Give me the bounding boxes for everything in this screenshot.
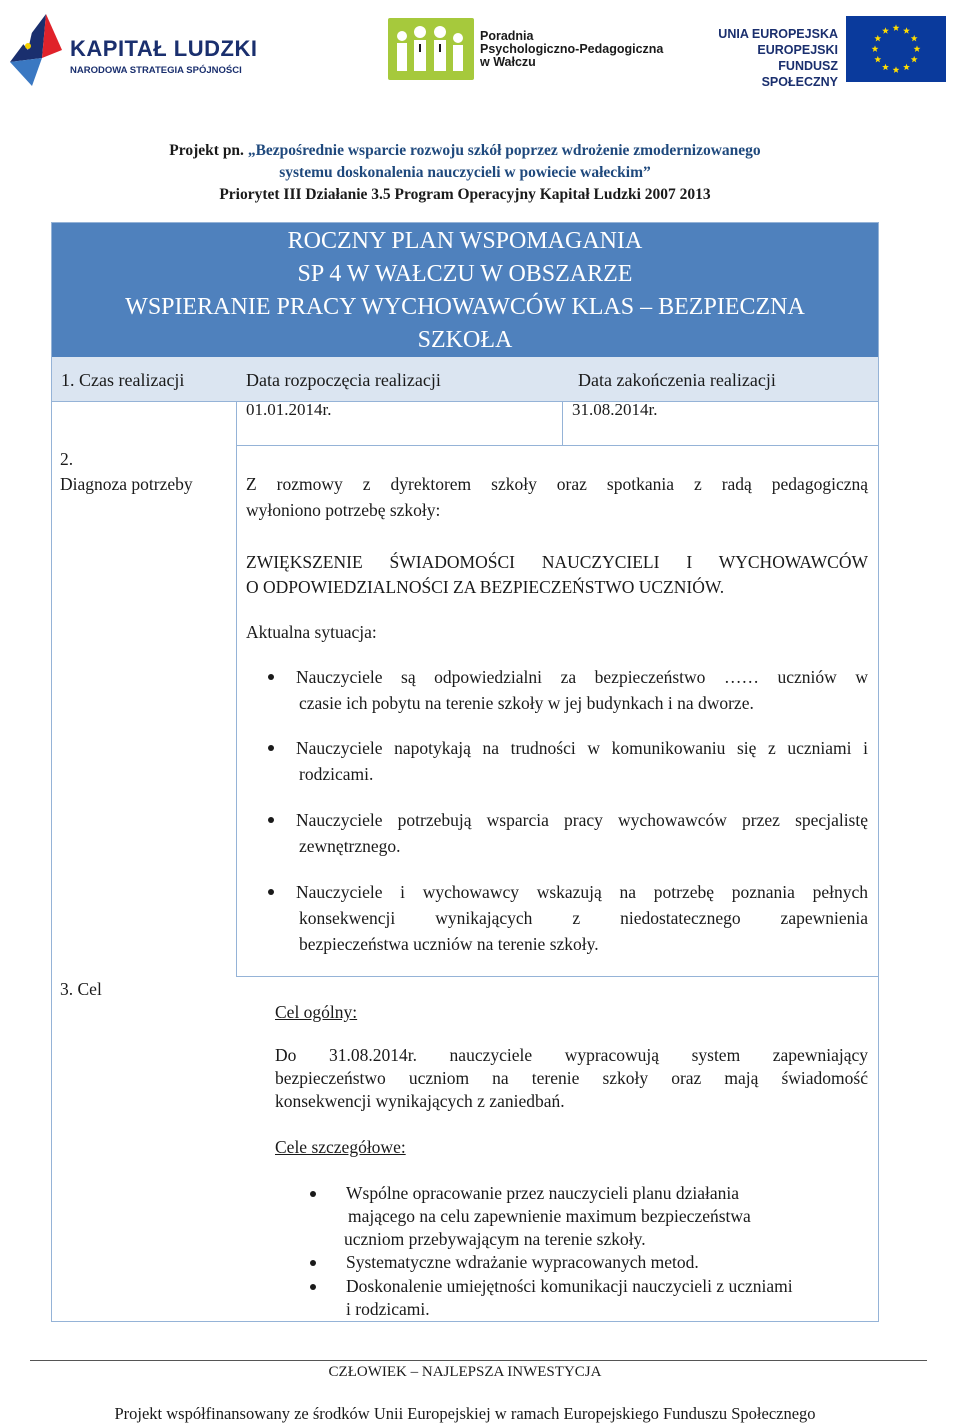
situation-label: Aktualna sytuacja:	[246, 622, 377, 642]
eu-flag-icon	[846, 16, 946, 82]
project-priority: Priorytet III Działanie 3.5 Program Operacyjny Kapitał Ludzki 2007 2013	[219, 186, 711, 203]
eu-star-icon	[893, 24, 900, 31]
poradnia-line-2: Psychologiczno-Pedagogiczna	[480, 42, 664, 56]
eu-text	[710, 26, 838, 90]
general-goal-line-3: konsekwencji wynikających z zaniedbań.	[275, 1091, 565, 1111]
footer-funding-note: Projekt współfinansowany ze środków Unii Europejskiej w ramach Europejskiego Funduszu Społecznego	[114, 1404, 816, 1423]
eu-star-icon	[903, 64, 910, 71]
diagnosis-label: Diagnoza potrzeby	[60, 474, 193, 494]
general-goal-line-1: Do 31.08.2014r. nauczyciele wypracowują system zapewniający	[275, 1045, 868, 1065]
poradnia-name	[480, 30, 663, 69]
column-divider	[236, 401, 237, 976]
detailed-goal-3-line-1: Doskonalenie umiejętności komunikacji nauczycieli z uczniami	[346, 1276, 793, 1296]
eu-star-icon	[893, 66, 900, 73]
plan-title-line-1: ROCZNY PLAN WSPOMAGANIA	[287, 228, 643, 254]
eu-star-icon	[872, 45, 879, 52]
plan-title-line-4: SZKOŁA	[417, 327, 513, 353]
project-name-line-1	[0, 140, 930, 162]
detailed-goal-2: Systematyczne wdrażanie wypracowanych metod.	[346, 1252, 699, 1272]
plan-title-line-2: SP 4 W WAŁCZU W OBSZARZE	[297, 261, 633, 287]
situation-item-3-line-1: Nauczyciele potrzebują wsparcia pracy wychowawców przez specjalistę	[296, 810, 868, 830]
plan-title-line-3: WSPIERANIE PRACY WYCHOWAWCÓW KLAS – BEZPIECZNA	[125, 294, 805, 320]
time-header-row	[52, 357, 878, 402]
project-name-part-2: systemu doskonalenia nauczycieli w powiecie wałeckim”	[279, 164, 651, 181]
eu-line-3: FUNDUSZ SPOŁECZNY	[761, 59, 838, 89]
eu-star-icon	[914, 45, 921, 52]
situation-item-3-line-2: zewnętrznego.	[299, 836, 401, 856]
bullet-icon	[310, 1260, 316, 1266]
footer-motto: CZŁOWIEK – NAJLEPSZA INWESTYCJA	[328, 1364, 602, 1380]
diagnosis-intro-line-2: wyłoniono potrzebę szkoły:	[246, 500, 441, 520]
bullet-icon	[310, 1191, 316, 1197]
poradnia-line-1: Poradnia	[480, 29, 534, 43]
general-goal-label: Cel ogólny:	[275, 1002, 358, 1022]
diagnosis-intro-line-1: Z rozmowy z dyrektorem szkoły oraz spotkania z radą pedagogiczną	[246, 474, 868, 494]
time-label: 1. Czas realizacji	[61, 370, 185, 390]
situation-item-4-line-2: konsekwencji wynikających z niedostatecznego zapewnienia	[299, 908, 868, 928]
project-prefix: Projekt pn.	[169, 142, 248, 159]
end-date-header: Data zakończenia realizacji	[578, 370, 776, 390]
end-date-value: 31.08.2014r.	[572, 400, 658, 419]
eu-line-1: UNIA EUROPEJSKA	[718, 27, 838, 41]
project-name-part-1: „Bezpośrednie wsparcie rozwoju szkół poprzez wdrożenie zmodernizowanego	[247, 142, 761, 159]
situation-item-1-line-1: Nauczyciele są odpowiedzialni za bezpieczeństwo …… uczniów w	[296, 667, 868, 687]
eu-star-icon	[882, 27, 889, 34]
kapital-ludzki-emblem-icon	[6, 10, 66, 90]
project-header	[0, 140, 930, 206]
situation-item-1-line-2: czasie ich pobytu na terenie szkoły w jej budynkach i na dworze.	[299, 693, 754, 713]
plan-table	[51, 222, 879, 1322]
general-goal-line-2: bezpieczeństwo uczniom na terenie szkoły oraz mają świadomość	[275, 1068, 868, 1088]
eu-line-2: EUROPEJSKI	[757, 43, 838, 57]
eu-star-icon	[874, 56, 881, 63]
kapital-ludzki-title: KAPITAŁ LUDZKI	[70, 36, 258, 61]
bullet-icon	[268, 745, 274, 751]
detailed-goal-3-line-2: i rodzicami.	[346, 1299, 430, 1319]
date-divider	[562, 401, 563, 445]
detailed-goals-label: Cele szczegółowe:	[275, 1137, 406, 1157]
eu-star-icon	[882, 64, 889, 71]
start-date-header: Data rozpoczęcia realizacji	[246, 370, 441, 390]
bullet-icon	[268, 889, 274, 895]
plan-title	[52, 223, 878, 357]
need-line-2: O ODPOWIEDZIALNOŚCI ZA BEZPIECZEŃSTWO UCZNIÓW.	[246, 577, 725, 597]
bullet-icon	[268, 674, 274, 680]
situation-item-2-line-1: Nauczyciele napotykają na trudności w komunikowaniu się z uczniami i	[296, 738, 868, 758]
situation-item-4-line-3: bezpieczeństwa uczniów na terenie szkoły.	[299, 934, 599, 954]
bullet-icon	[310, 1284, 316, 1290]
goal-label: 3. Cel	[60, 979, 102, 999]
detailed-goal-1-line-3: uczniom przebywającym na terenie szkoły.	[344, 1229, 646, 1249]
bullet-icon	[268, 817, 274, 823]
kapital-ludzki-subtitle: NARODOWA STRATEGIA SPÓJNOŚCI	[70, 65, 242, 76]
eu-star-icon	[911, 56, 918, 63]
start-date-value: 01.01.2014r.	[246, 400, 332, 419]
row-divider-dates	[236, 445, 878, 446]
situation-item-2-line-2: rodzicami.	[299, 764, 374, 784]
detailed-goal-1-line-1: Wspólne opracowanie przez nauczycieli planu działania	[346, 1183, 740, 1203]
eu-star-icon	[874, 35, 881, 42]
diagnosis-number: 2.	[60, 449, 74, 469]
detailed-goal-1-line-2: mającego na celu zapewnienie maximum bezpieczeństwa	[348, 1206, 751, 1226]
poradnia-line-3: w Wałczu	[480, 55, 536, 69]
eu-star-icon	[911, 35, 918, 42]
eu-logo	[710, 16, 946, 89]
row-divider-diagnosis	[236, 976, 878, 977]
poradnia-emblem-icon	[388, 18, 474, 80]
kapital-ludzki-logo	[6, 10, 258, 90]
eu-star-icon	[903, 27, 910, 34]
poradnia-logo	[388, 18, 668, 82]
situation-item-4-line-1: Nauczyciele i wychowawcy wskazują na potrzebę poznania pełnych	[296, 882, 868, 902]
need-line-1: ZWIĘKSZENIE ŚWIADOMOŚCI NAUCZYCIELI I WYCHOWAWCÓW	[246, 552, 868, 572]
